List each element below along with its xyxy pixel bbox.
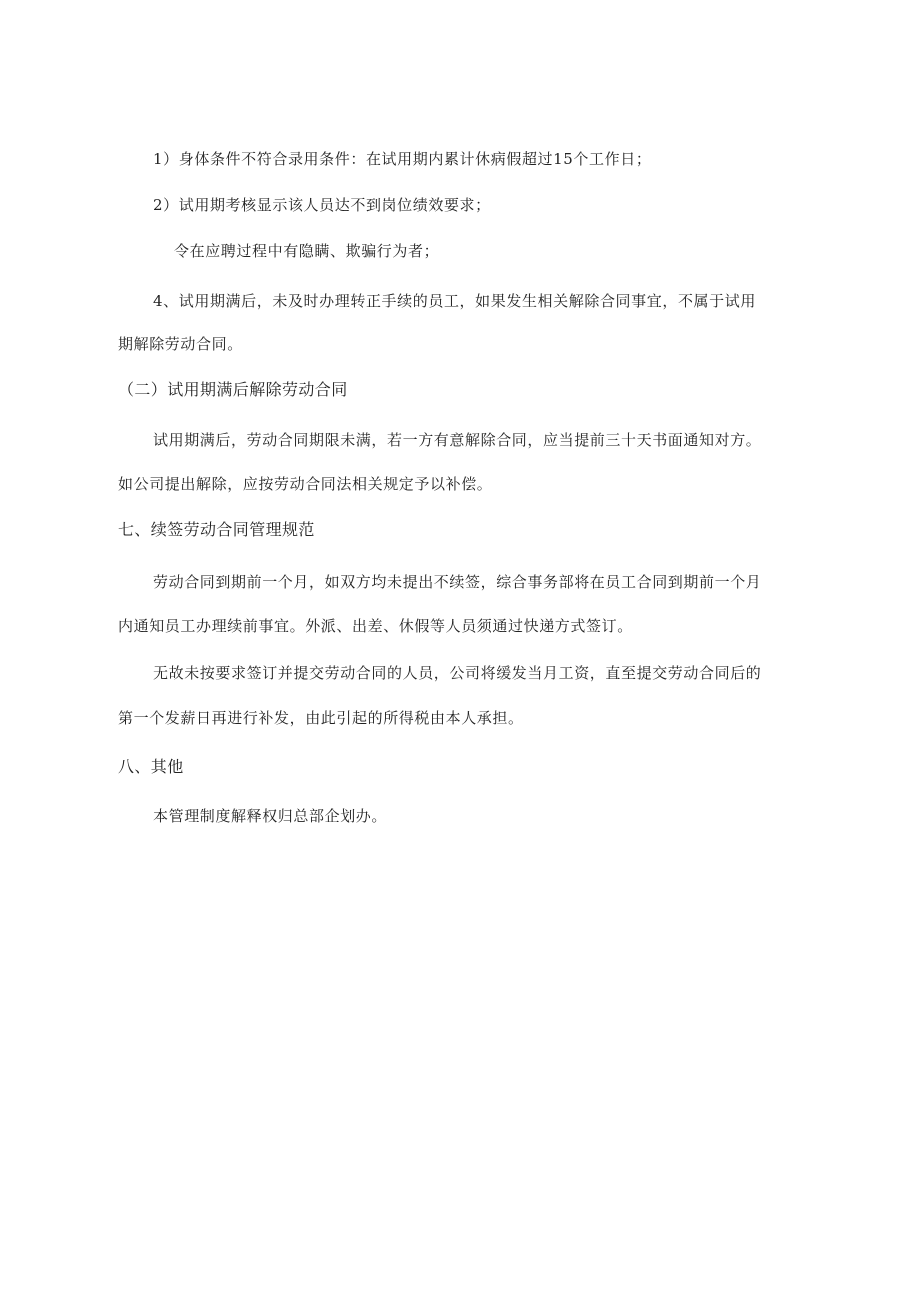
section-seven-para-2-line-1: 无故未按要求签订并提交劳动合同的人员，公司将缓发当月工资，直至提交劳动合同后的 [153,664,762,682]
section-eight-para-line-1: 本管理制度解释权归总部企划办。 [153,807,388,825]
section-two-para-line-2: 如公司提出解除，应按劳动合同法相关规定予以补偿。 [118,475,493,493]
section-seven-para-2-line-2: 第一个发薪日再进行补发，由此引起的所得税由本人承担。 [118,709,524,727]
item-3-text: 令在应聘过程中有隐瞒、欺骗行为者； [174,242,440,260]
item-4-line-2: 期解除劳动合同。 [118,335,243,353]
item-4-line-1: 4、试用期满后，未及时办理转正手续的员工，如果发生相关解除合同事宜，不属于试用 [153,292,756,310]
section-two-para-line-1: 试用期满后，劳动合同期限未满，若一方有意解除合同，应当提前三十天书面通知对方。 [153,431,762,449]
section-eight-heading: 八、其他 [118,757,184,776]
section-seven-para-1-line-1: 劳动合同到期前一个月，如双方均未提出不续签，综合事务部将在员工合同到期前一个月 [153,573,762,591]
section-seven-para-1-line-2: 内通知员工办理续前事宜。外派、出差、休假等人员须通过快递方式签订。 [118,617,633,635]
section-two-heading: （二）试用期满后解除劳动合同 [118,380,348,399]
item-2-text: 2）试用期考核显示该人员达不到岗位绩效要求； [153,196,491,214]
item-1-text: 1）身体条件不符合录用条件：在试用期内累计休病假超过15个工作日； [153,150,652,168]
section-seven-heading: 七、续签劳动合同管理规范 [118,520,315,539]
